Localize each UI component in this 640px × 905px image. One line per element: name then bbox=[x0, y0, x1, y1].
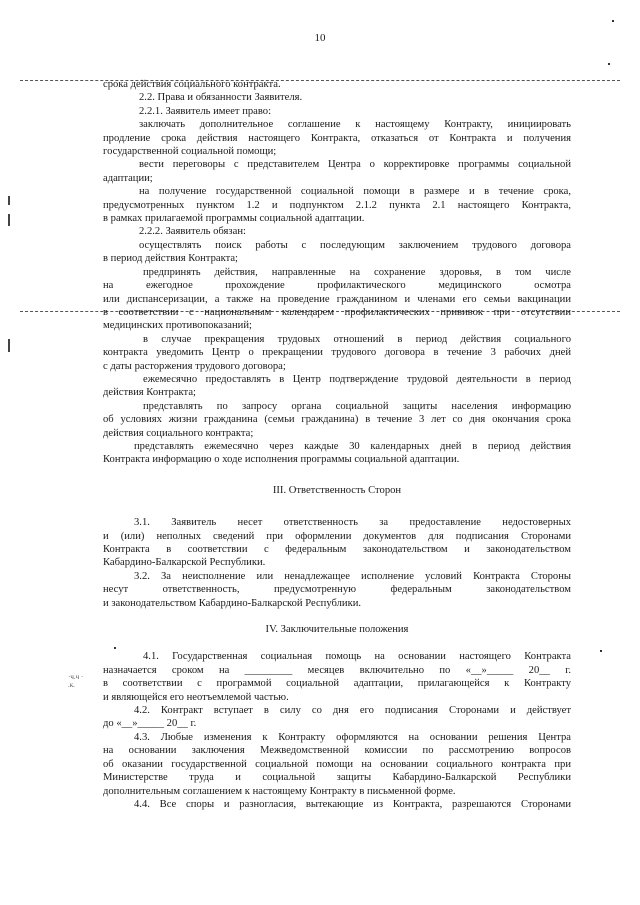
text-line: действия социального контракта; bbox=[103, 427, 254, 439]
clause-4-1: 4.1. Государственная социальная помощь на основании настоящего Контракта bbox=[143, 651, 571, 663]
clause-2-2-1: 2.2.1. Заявитель имеет право: bbox=[139, 105, 272, 117]
text-line: действия Контракта; bbox=[103, 387, 196, 399]
marginal-note: ·ч.ч · .к. bbox=[68, 673, 84, 689]
text-line: в рамках прилагаемой программы социальной адаптации. bbox=[103, 213, 365, 225]
text-line: заключать дополнительное соглашение к настоящему Контракту, инициировать bbox=[139, 119, 571, 131]
scan-edge-mark bbox=[8, 339, 10, 352]
scan-dot bbox=[600, 650, 602, 652]
text-line: в соответствии с национальным календарем профилактических прививок при отсутствии bbox=[103, 306, 571, 318]
text-line: продление срока действия настоящего Контракта, отказаться от Контракта и получения bbox=[103, 132, 571, 144]
document-body bbox=[103, 78, 571, 811]
text-line: предусмотренных пунктом 1.2 и подпунктом 2.1.2 пункта 2.1 настоящего Контракта, bbox=[103, 199, 571, 211]
text-line: ежемесячно предоставлять в Центр подтверждение трудовой деятельности в период bbox=[143, 373, 571, 385]
text-line: в случае прекращения трудовых отношений в период действия социального bbox=[143, 333, 571, 345]
text-line: или диспансеризации, а также на проведение гражданином и членами его семьи вакцинации bbox=[103, 293, 571, 305]
text-line: назначается сроком на _________ месяцев включительно по «__»_____ 20__ г. bbox=[103, 664, 571, 676]
text-line: предпринять действия, направленные на сохранение здоровья, в том числе bbox=[143, 266, 571, 278]
clause-3-2: 3.2. За неисполнение или ненадлежащее исполнение условий Контракта Стороны bbox=[134, 570, 571, 582]
text-line: представлять ежемесячно через каждые 30 календарных дней в период действия bbox=[134, 440, 571, 452]
text-line: до «__»_____ 20__ г. bbox=[103, 718, 197, 730]
text-line: и законодательством Кабардино-Балкарской Республики. bbox=[103, 597, 362, 609]
clause-2-2-2: 2.2.2. Заявитель обязан: bbox=[139, 226, 246, 238]
text-line: Контракта в соответствии с федеральным законодательством и законодательством bbox=[103, 544, 571, 555]
clause-3-1: 3.1. Заявитель несет ответственность за предоставление недостоверных bbox=[134, 517, 571, 529]
page-number: 10 bbox=[314, 32, 326, 44]
text-line: об оказании государственной социальной помощи на основании социального контракта при bbox=[103, 758, 571, 770]
text-line: государственной социальной помощи; bbox=[103, 146, 277, 158]
text-line: адаптации; bbox=[103, 172, 153, 184]
text-line: Министерстве труда и социальной защиты Кабардино-Балкарской Республики bbox=[103, 772, 571, 784]
text-line: на основании заключения Межведомственной комиссии по рассмотрению вопросов bbox=[103, 745, 571, 757]
section-4-heading: IV. Заключительные положения bbox=[265, 624, 409, 636]
text-line: контракта уведомить Центр о прекращении трудового договора в течение 3 рабочих дней bbox=[103, 347, 571, 359]
text-line: медицинских противопоказаний; bbox=[103, 320, 252, 332]
text-line: в соответствии с программой социальной адаптации, прилагающейся к Контракту bbox=[103, 678, 571, 690]
text-line: в период действия Контракта; bbox=[103, 253, 238, 265]
text-line: несут ответственность, предусмотренную федеральным законодательством bbox=[103, 584, 571, 596]
scan-edge-mark bbox=[8, 214, 10, 226]
text-line: дополнительным соглашением к настоящему Контракту в письменной форме. bbox=[103, 785, 456, 797]
text-line: срока действия социального контракта. bbox=[103, 79, 281, 90]
text-line: Кабардино-Балкарской Республики. bbox=[103, 557, 266, 569]
text-line: осуществлять поиск работы с последующим заключением трудового договора bbox=[139, 239, 571, 251]
text-line: на ежегодное прохождение профилактического медицинского осмотра bbox=[103, 280, 571, 292]
text-line: на получение государственной социальной помощи в размере и в течение срока, bbox=[139, 186, 571, 198]
section-3-heading: III. Ответственность Сторон bbox=[272, 484, 402, 496]
clause-4-2: 4.2. Контракт вступает в силу со дня его подписания Сторонами и действует bbox=[134, 705, 571, 717]
clause-4-3: 4.3. Любые изменения к Контракту оформляются на основании решения Центра bbox=[134, 731, 571, 743]
text-line: с даты расторжения трудового договора; bbox=[103, 360, 286, 372]
scan-dot bbox=[612, 20, 614, 22]
text-line: и (или) неполных сведений при оформлении документов для подписания Сторонами bbox=[103, 530, 571, 542]
text-line: об условиях жизни гражданина (семьи гражданина) в течение 3 лет со дня окончания срока bbox=[103, 414, 571, 426]
clause-4-4: 4.4. Все споры и разногласия, вытекающие из Контракта, разрешаются Сторонами bbox=[134, 798, 571, 810]
clause-2-2: 2.2. Права и обязанности Заявителя. bbox=[139, 92, 303, 104]
text-line: и являющейся его неотъемлемой частью. bbox=[103, 691, 289, 703]
text-line: представлять по запросу органа социальной защиты населения информацию bbox=[143, 400, 571, 412]
text-line: Контракта информацию о ходе исполнения программы социальной адаптации. bbox=[103, 454, 460, 466]
text-line: вести переговоры с представителем Центра о корректировке программы социальной bbox=[139, 159, 571, 171]
scan-edge-mark bbox=[8, 196, 10, 205]
scan-dot bbox=[608, 63, 610, 65]
